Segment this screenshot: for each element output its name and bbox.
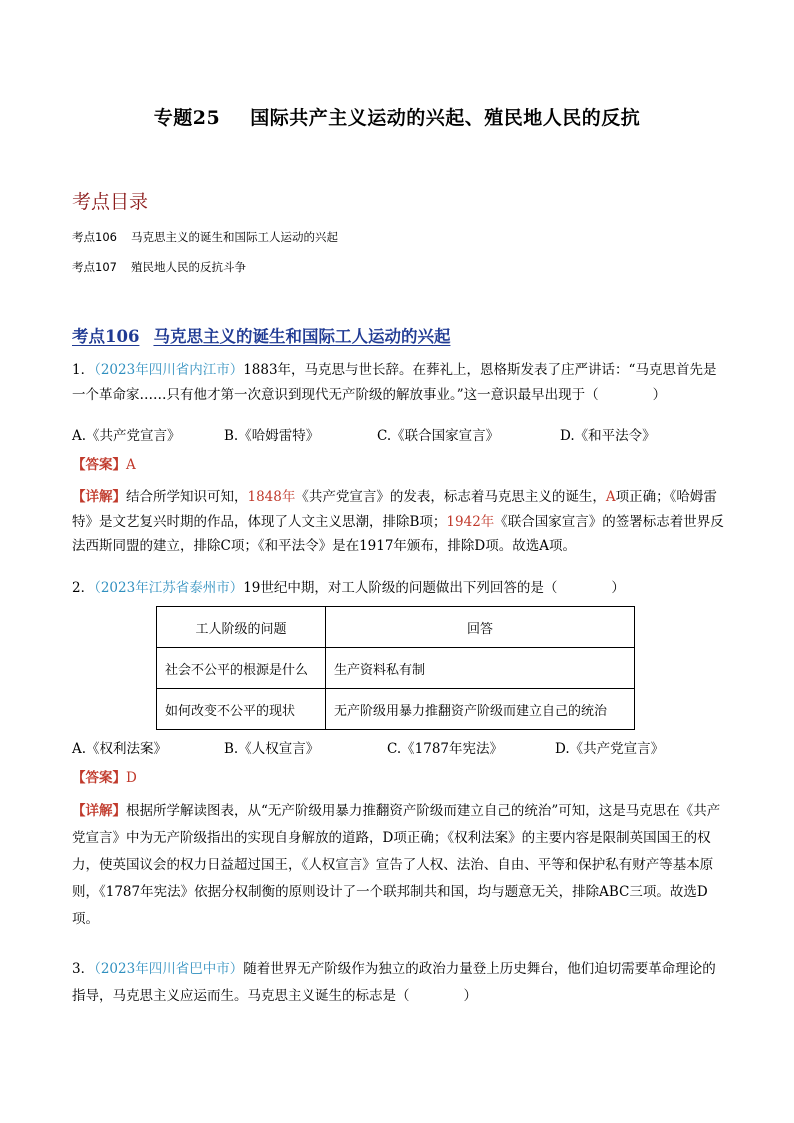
option-a: A.《权利法案》 (72, 741, 168, 757)
toc-item-text: 殖民地人民的反抗斗争 (130, 260, 246, 274)
question-source: （2023年江苏省泰州市） (94, 580, 244, 596)
answer-label: 【答案】 (72, 770, 126, 786)
option-d: D.《和平法令》 (560, 428, 656, 444)
question-2-answer (72, 766, 724, 791)
question-index: 2． (72, 580, 95, 596)
table-header-cell: 回答 (326, 607, 635, 648)
question-source: （2023年四川省巴中市） (94, 961, 244, 977)
question-3-stem (72, 956, 724, 1010)
section-text: 马克思主义的诞生和国际工人运动的兴起 (153, 327, 451, 346)
toc-item (72, 229, 338, 245)
detail-label: 【详解】 (72, 489, 126, 505)
question-1-answer (72, 453, 724, 478)
question-1-options (72, 424, 724, 444)
section-heading (72, 323, 450, 347)
section-number: 考点106 (72, 327, 140, 346)
detail-label: 【详解】 (72, 803, 126, 819)
toc-item-text: 马克思主义的诞生和国际工人运动的兴起 (130, 230, 338, 244)
table-row (157, 648, 635, 689)
question-text: 随着世界无产阶级作为独立的政治力量登上历史舞台，他们迫切需要革命理论的指导，马克思主义应运而生。马克思主义诞生的标志是（ ） (72, 961, 716, 1004)
option-b: B.《哈姆雷特》 (224, 428, 320, 444)
detail-text: 《共产党宣言》的发表，标志着马克思主义的诞生， (295, 489, 606, 505)
option-a: A.《共产党宣言》 (72, 428, 181, 444)
detail-text: 项正确；《哈姆雷特》是文艺复兴时期的作品，体现了人文主义思潮，排除B项； (72, 489, 717, 530)
detail-text: 结合所学知识可知， (126, 489, 248, 505)
option-c: C.《1787年宪法》 (387, 741, 503, 757)
detail-text: 《联合国家宣言》的签署标志着世界反法西斯同盟的建立，排除C项；《和平法令》是在1917年颁布，排除D项。故选A项。 (72, 513, 724, 554)
table-header-cell: 工人阶级的问题 (157, 607, 326, 648)
answer-value: D (126, 770, 137, 786)
page-title (0, 103, 794, 130)
table-cell: 社会不公平的根源是什么 (157, 648, 326, 689)
question-2-detail (72, 798, 724, 933)
table-cell: 如何改变不公平的现状 (157, 689, 326, 730)
toc-heading: 考点目录 (72, 191, 149, 213)
detail-highlight: 1942年 (446, 513, 495, 530)
toc-item-number: 考点107 (72, 260, 117, 274)
title-number: 专题25 (153, 107, 221, 129)
answer-label: 【答案】 (72, 457, 126, 473)
question-2-table (156, 606, 635, 730)
question-text: 19世纪中期，对工人阶级的问题做出下列回答的是（ ） (243, 580, 625, 596)
table-cell: 无产阶级用暴力推翻资产阶级而建立自己的统治 (326, 689, 635, 730)
table-header-row (157, 607, 635, 648)
question-source: （2023年四川省内江市） (94, 362, 244, 378)
toc-item-number: 考点106 (72, 230, 117, 244)
option-b: B.《人权宣言》 (224, 741, 320, 757)
title-text: 国际共产主义运动的兴起、殖民地人民的反抗 (250, 107, 641, 129)
detail-highlight: 1848年 (247, 489, 296, 505)
detail-highlight: A (605, 489, 616, 505)
question-text: 1883年，马克思与世长辞。在葬礼上，恩格斯发表了庄严讲话：“马克思首先是一个革命家……只有他才第一次意识到现代无产阶级的解放事业。”这一意识最早出现于（ ） (72, 362, 717, 403)
table-cell: 生产资料私有制 (326, 648, 635, 689)
toc-item (72, 259, 246, 275)
question-1-detail (72, 485, 724, 559)
question-1-stem (72, 358, 724, 407)
option-c: C.《联合国家宣言》 (377, 428, 500, 444)
answer-value: A (126, 457, 136, 473)
table-row (157, 689, 635, 730)
question-index: 1． (72, 362, 95, 378)
question-2-options (72, 737, 724, 757)
detail-text: 根据所学解读图表，从“无产阶级用暴力推翻资产阶级而建立自己的统治”可知，这是马克思在《共产党宣言》中为无产阶级指出的实现自身解放的道路，D项正确；《权利法案》的主要内容是限制英国国王的权力，使英国议会的权力日益超过国王，《人权宣言》宣告了人权、法治、自由、平等和保护私有财产等基本原则，《1787年宪法》依据分权制衡的原则设计了一个联邦制共和国，均与题意无关，排除ABC三项。故选D项。 (72, 803, 721, 927)
question-2-stem (72, 576, 724, 601)
option-d: D.《共产党宣言》 (555, 741, 665, 757)
question-index: 3． (72, 961, 95, 977)
